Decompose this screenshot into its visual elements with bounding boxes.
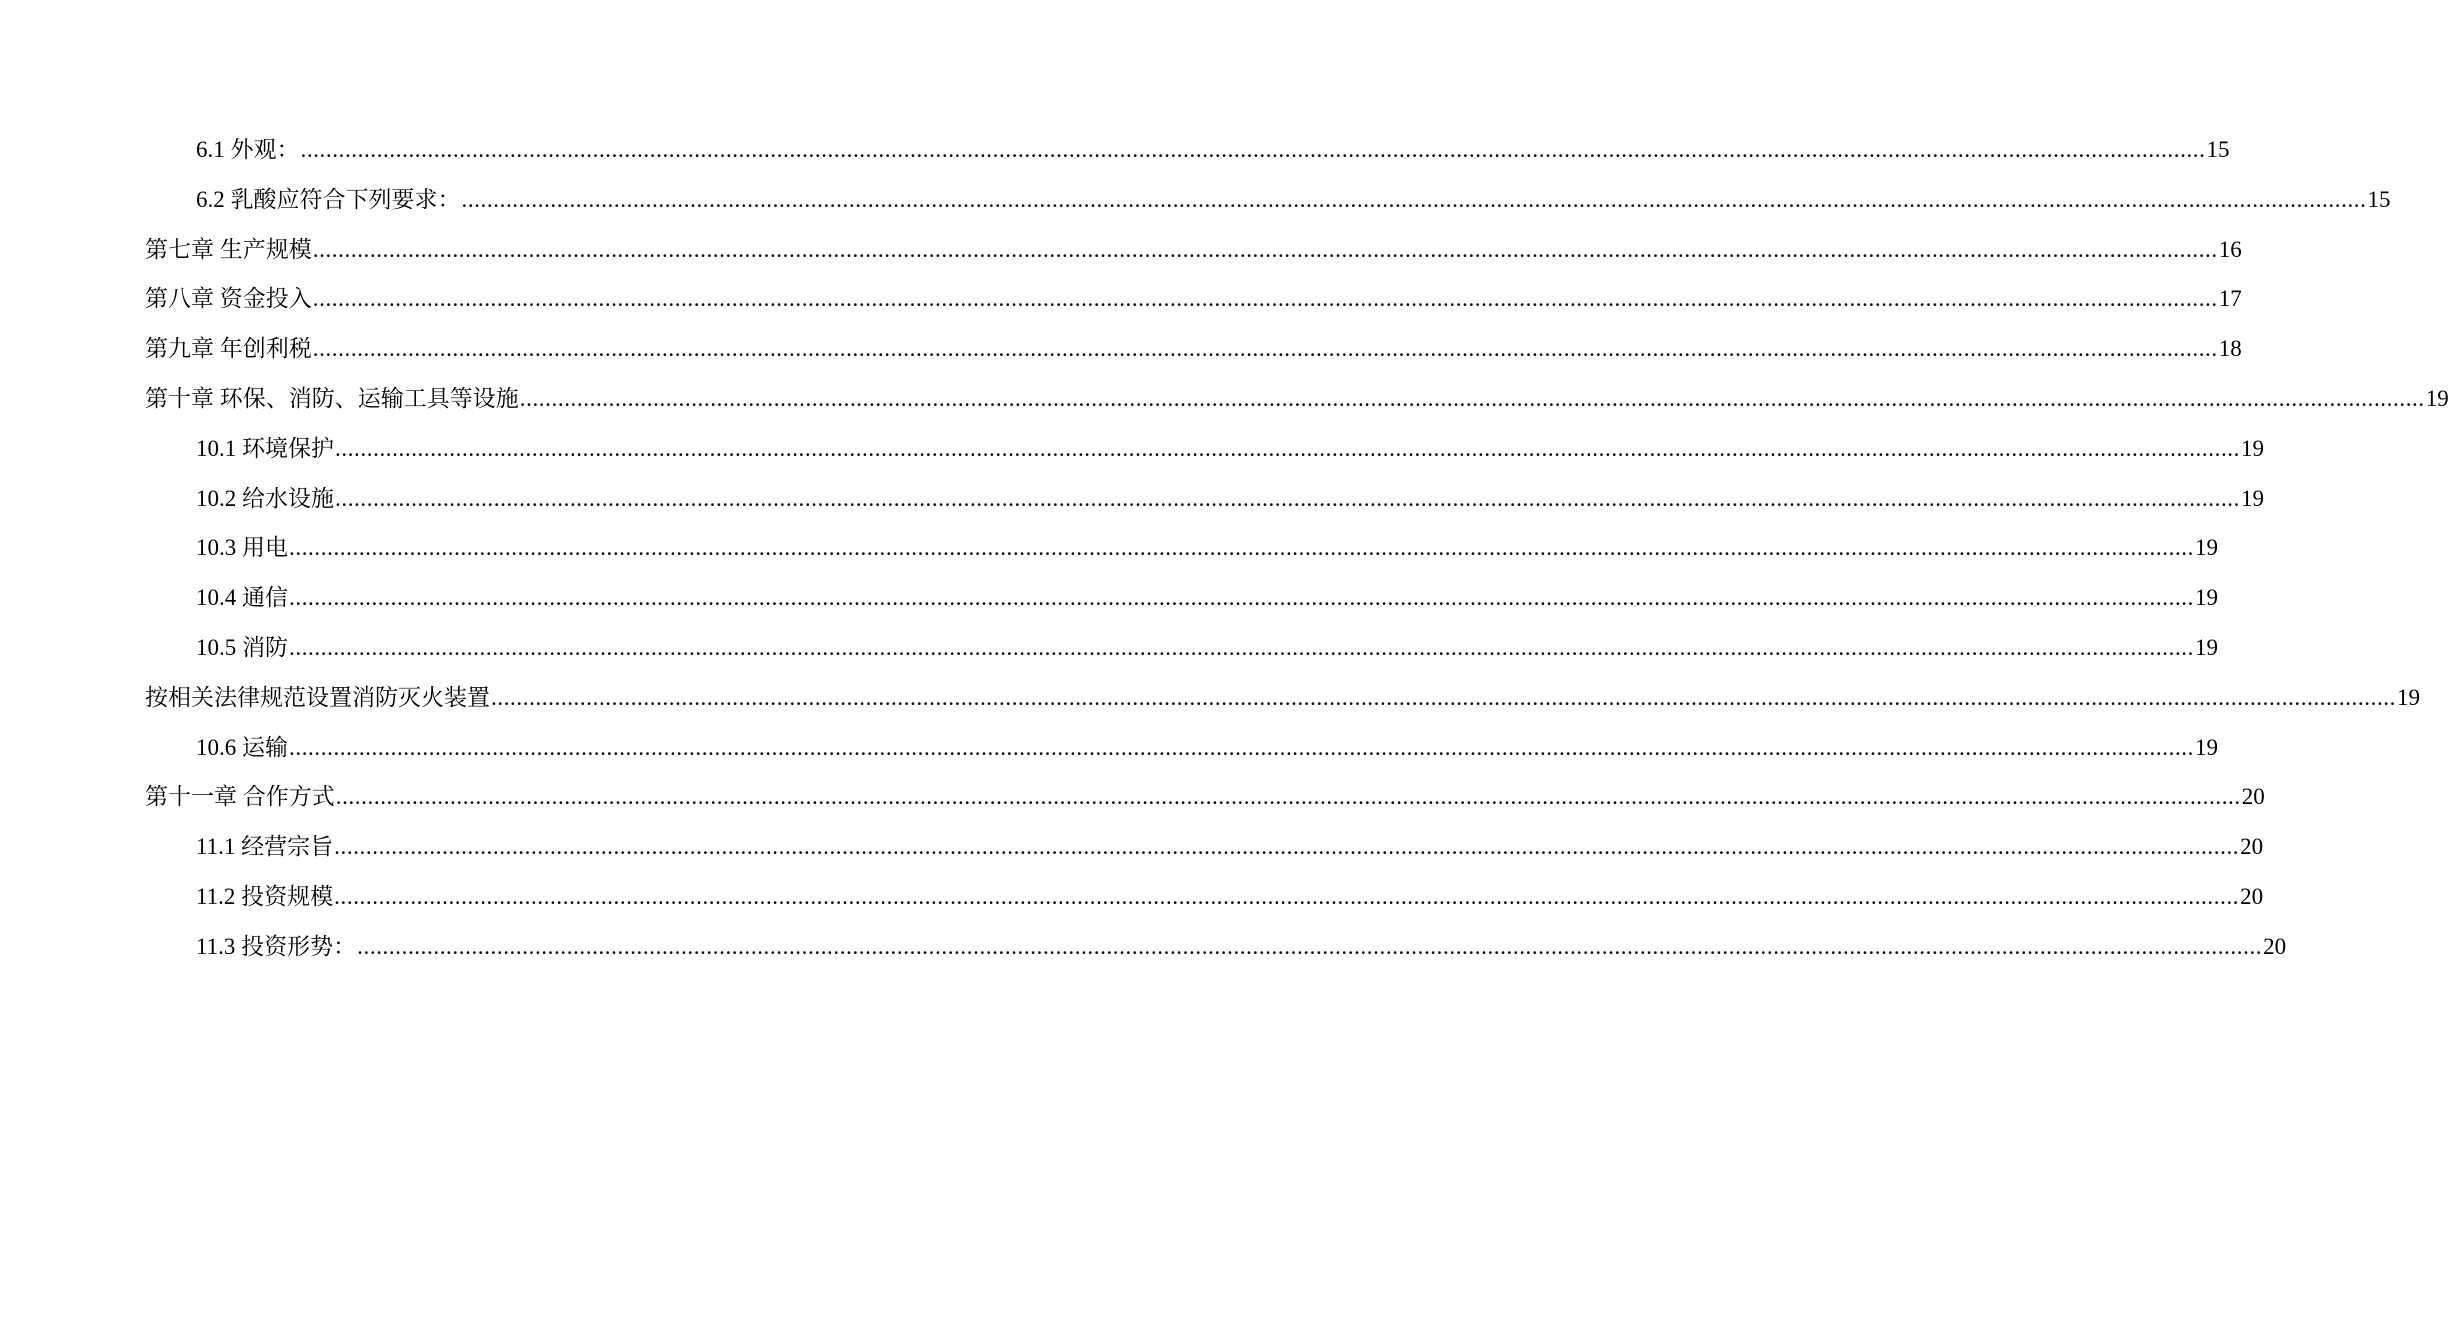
- toc-entry-title: 10.3 用电: [196, 535, 288, 561]
- toc-entry-page: 15: [2367, 186, 2391, 212]
- dot-leader: ............................................................................................................................................................................................................................................................................................................: [334, 834, 2240, 860]
- toc-entry-page: 19: [2195, 585, 2218, 611]
- toc-entry[interactable]: [0, 622, 2218, 672]
- toc-entry-page: 18: [2218, 336, 2242, 362]
- toc-entry-title: 第十一章 合作方式: [145, 784, 335, 810]
- toc-entry-title: 10.5 消防: [196, 634, 288, 660]
- toc-entry[interactable]: [0, 174, 2391, 224]
- table-of-contents: [0, 124, 2449, 971]
- toc-entry-page: 19: [2241, 435, 2264, 461]
- toc-entry-title: 10.4 通信: [196, 585, 288, 611]
- toc-entry[interactable]: [0, 423, 2264, 473]
- toc-entry[interactable]: [0, 771, 2265, 821]
- toc-entry-title: 按相关法律规范设置消防灭火装置: [145, 684, 490, 710]
- toc-entry-title: 11.2 投资规模: [196, 883, 334, 909]
- dot-leader: ............................................................................................................................................................................................................................................................................................................: [300, 137, 2206, 162]
- toc-entry-title: 10.2 给水设施: [196, 485, 334, 511]
- toc-entry-title: 第七章 生产规模: [145, 236, 312, 262]
- toc-entry-title: 6.2 乳酸应符合下列要求：: [196, 186, 461, 212]
- toc-entry-page: 19: [2241, 485, 2264, 511]
- toc-entry[interactable]: [0, 672, 2420, 722]
- toc-entry[interactable]: [0, 921, 2287, 971]
- dot-leader: ............................................................................................................................................................................................................................................................................................................: [461, 186, 2367, 212]
- toc-entry-title: 第九章 年创利税: [145, 336, 312, 362]
- toc-entry-title: 10.6 运输: [196, 734, 288, 760]
- toc-entry[interactable]: [0, 373, 2449, 423]
- dot-leader: ............................................................................................................................................................................................................................................................................................................: [357, 933, 2263, 959]
- dot-leader: ............................................................................................................................................................................................................................................................................................................: [312, 336, 2218, 362]
- toc-entry[interactable]: [0, 522, 2218, 572]
- toc-entry-page: 19: [2397, 684, 2420, 710]
- toc-entry[interactable]: [0, 124, 2230, 174]
- toc-entry-page: 20: [2240, 883, 2264, 909]
- dot-leader: ............................................................................................................................................................................................................................................................................................................: [312, 286, 2218, 312]
- toc-entry[interactable]: [0, 224, 2242, 274]
- dot-leader: ............................................................................................................................................................................................................................................................................................................: [335, 485, 2240, 511]
- toc-entry-page: 19: [2195, 535, 2218, 561]
- toc-entry-page: 20: [2241, 784, 2265, 810]
- toc-entry-title: 第十章 环保、消防、运输工具等设施: [145, 385, 519, 411]
- dot-leader: ............................................................................................................................................................................................................................................................................................................: [334, 883, 2240, 909]
- dot-leader: ............................................................................................................................................................................................................................................................................................................: [289, 585, 2194, 611]
- toc-entry[interactable]: [0, 323, 2242, 373]
- toc-entry[interactable]: [0, 871, 2264, 921]
- dot-leader: ............................................................................................................................................................................................................................................................................................................: [491, 684, 2396, 710]
- toc-entry[interactable]: [0, 572, 2218, 622]
- toc-entry-title: 11.1 经营宗旨: [196, 834, 334, 860]
- toc-entry-page: 20: [2240, 834, 2264, 860]
- toc-entry[interactable]: [0, 722, 2218, 772]
- toc-entry-page: 20: [2263, 933, 2287, 959]
- toc-entry-page: 19: [2195, 734, 2218, 760]
- toc-entry-title: 第八章 资金投入: [145, 286, 312, 312]
- toc-entry[interactable]: [0, 821, 2264, 871]
- toc-entry-page: 17: [2218, 286, 2242, 312]
- toc-entry-title: 11.3 投资形势：: [196, 933, 357, 959]
- dot-leader: ............................................................................................................................................................................................................................................................................................................: [289, 734, 2194, 760]
- dot-leader: ............................................................................................................................................................................................................................................................................................................: [519, 385, 2425, 411]
- toc-entry[interactable]: [0, 273, 2242, 323]
- dot-leader: ............................................................................................................................................................................................................................................................................................................: [289, 634, 2194, 660]
- dot-leader: ............................................................................................................................................................................................................................................................................................................: [312, 236, 2218, 262]
- dot-leader: ............................................................................................................................................................................................................................................................................................................: [335, 435, 2240, 461]
- toc-entry-page: 19: [2425, 385, 2449, 411]
- toc-entry-page: 15: [2206, 137, 2230, 162]
- dot-leader: ............................................................................................................................................................................................................................................................................................................: [289, 535, 2194, 561]
- toc-entry-title: 6.1 外观：: [196, 137, 300, 162]
- toc-entry-page: 16: [2218, 236, 2242, 262]
- toc-entry-title: 10.1 环境保护: [196, 435, 334, 461]
- dot-leader: ............................................................................................................................................................................................................................................................................................................: [335, 784, 2241, 810]
- toc-entry[interactable]: [0, 473, 2264, 523]
- toc-entry-page: 19: [2195, 634, 2218, 660]
